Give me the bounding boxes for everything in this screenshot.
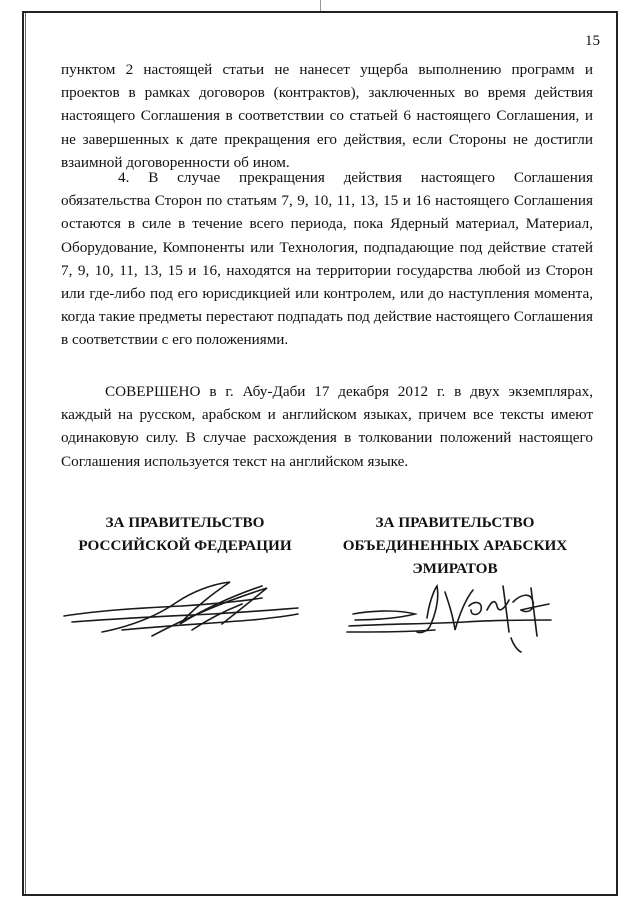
page-number: 15 (585, 33, 600, 49)
paragraph-item-4: 4. В случае прекращения действия настоящего Соглашения обязательства Сторон по статьям 7, 9, 10, 11, 13, 15 и 16 настоящего Соглашения остаются в силе в течение всего периода, пока Ядерный материал, Материал, Оборудование, Компоненты или Технология, подпадающие под действие статей 7, 9, 10, 11, 13, 15 и 16, находятся на территории государства любой из Сторон или где-либо под его юрисдикцией или контролем, или до наступления момента, когда такие предметы перестают подпадать под действие настоящего Соглашения в соответствии с его положениями. (61, 169, 593, 349)
page-border-inner-line (25, 13, 26, 894)
signatory-uae-line1: ЗА ПРАВИТЕЛЬСТВО (375, 514, 535, 531)
signature-uae-icon (345, 580, 555, 655)
paragraph-done-at: СОВЕРШЕНО в г. Абу-Даби 17 декабря 2012 г. в двух экземплярах, каждый на русском, арабском и английском языках, причем все тексты имеют одинаковую силу. В случае расхождения в толковании положений настоящего Соглашения используется текст на английском языке. (61, 383, 593, 470)
paragraph-continuation: пунктом 2 настоящей статьи не нанесет ущерба выполнению программ и проектов в рамках договоров (контрактов), заключенных во время действия настоящего Соглашения в соответствии со статьей 6 настоящего Соглашения, и не завершенных к дате прекращения его действия, если Стороны не достигли взаимной договоренности об ином. (61, 61, 593, 171)
signatory-uae (330, 511, 580, 580)
signatory-russia-line1: ЗА ПРАВИТЕЛЬСТВО (105, 514, 265, 531)
signature-russia-icon (62, 580, 302, 640)
signatory-uae-line3: ЭМИРАТОВ (412, 560, 498, 577)
signatory-russia (60, 511, 310, 557)
signatory-uae-line2: ОБЪЕДИНЕННЫХ АРАБСКИХ (342, 537, 568, 554)
signatory-russia-line2: РОССИЙСКОЙ ФЕДЕРАЦИИ (78, 537, 292, 554)
